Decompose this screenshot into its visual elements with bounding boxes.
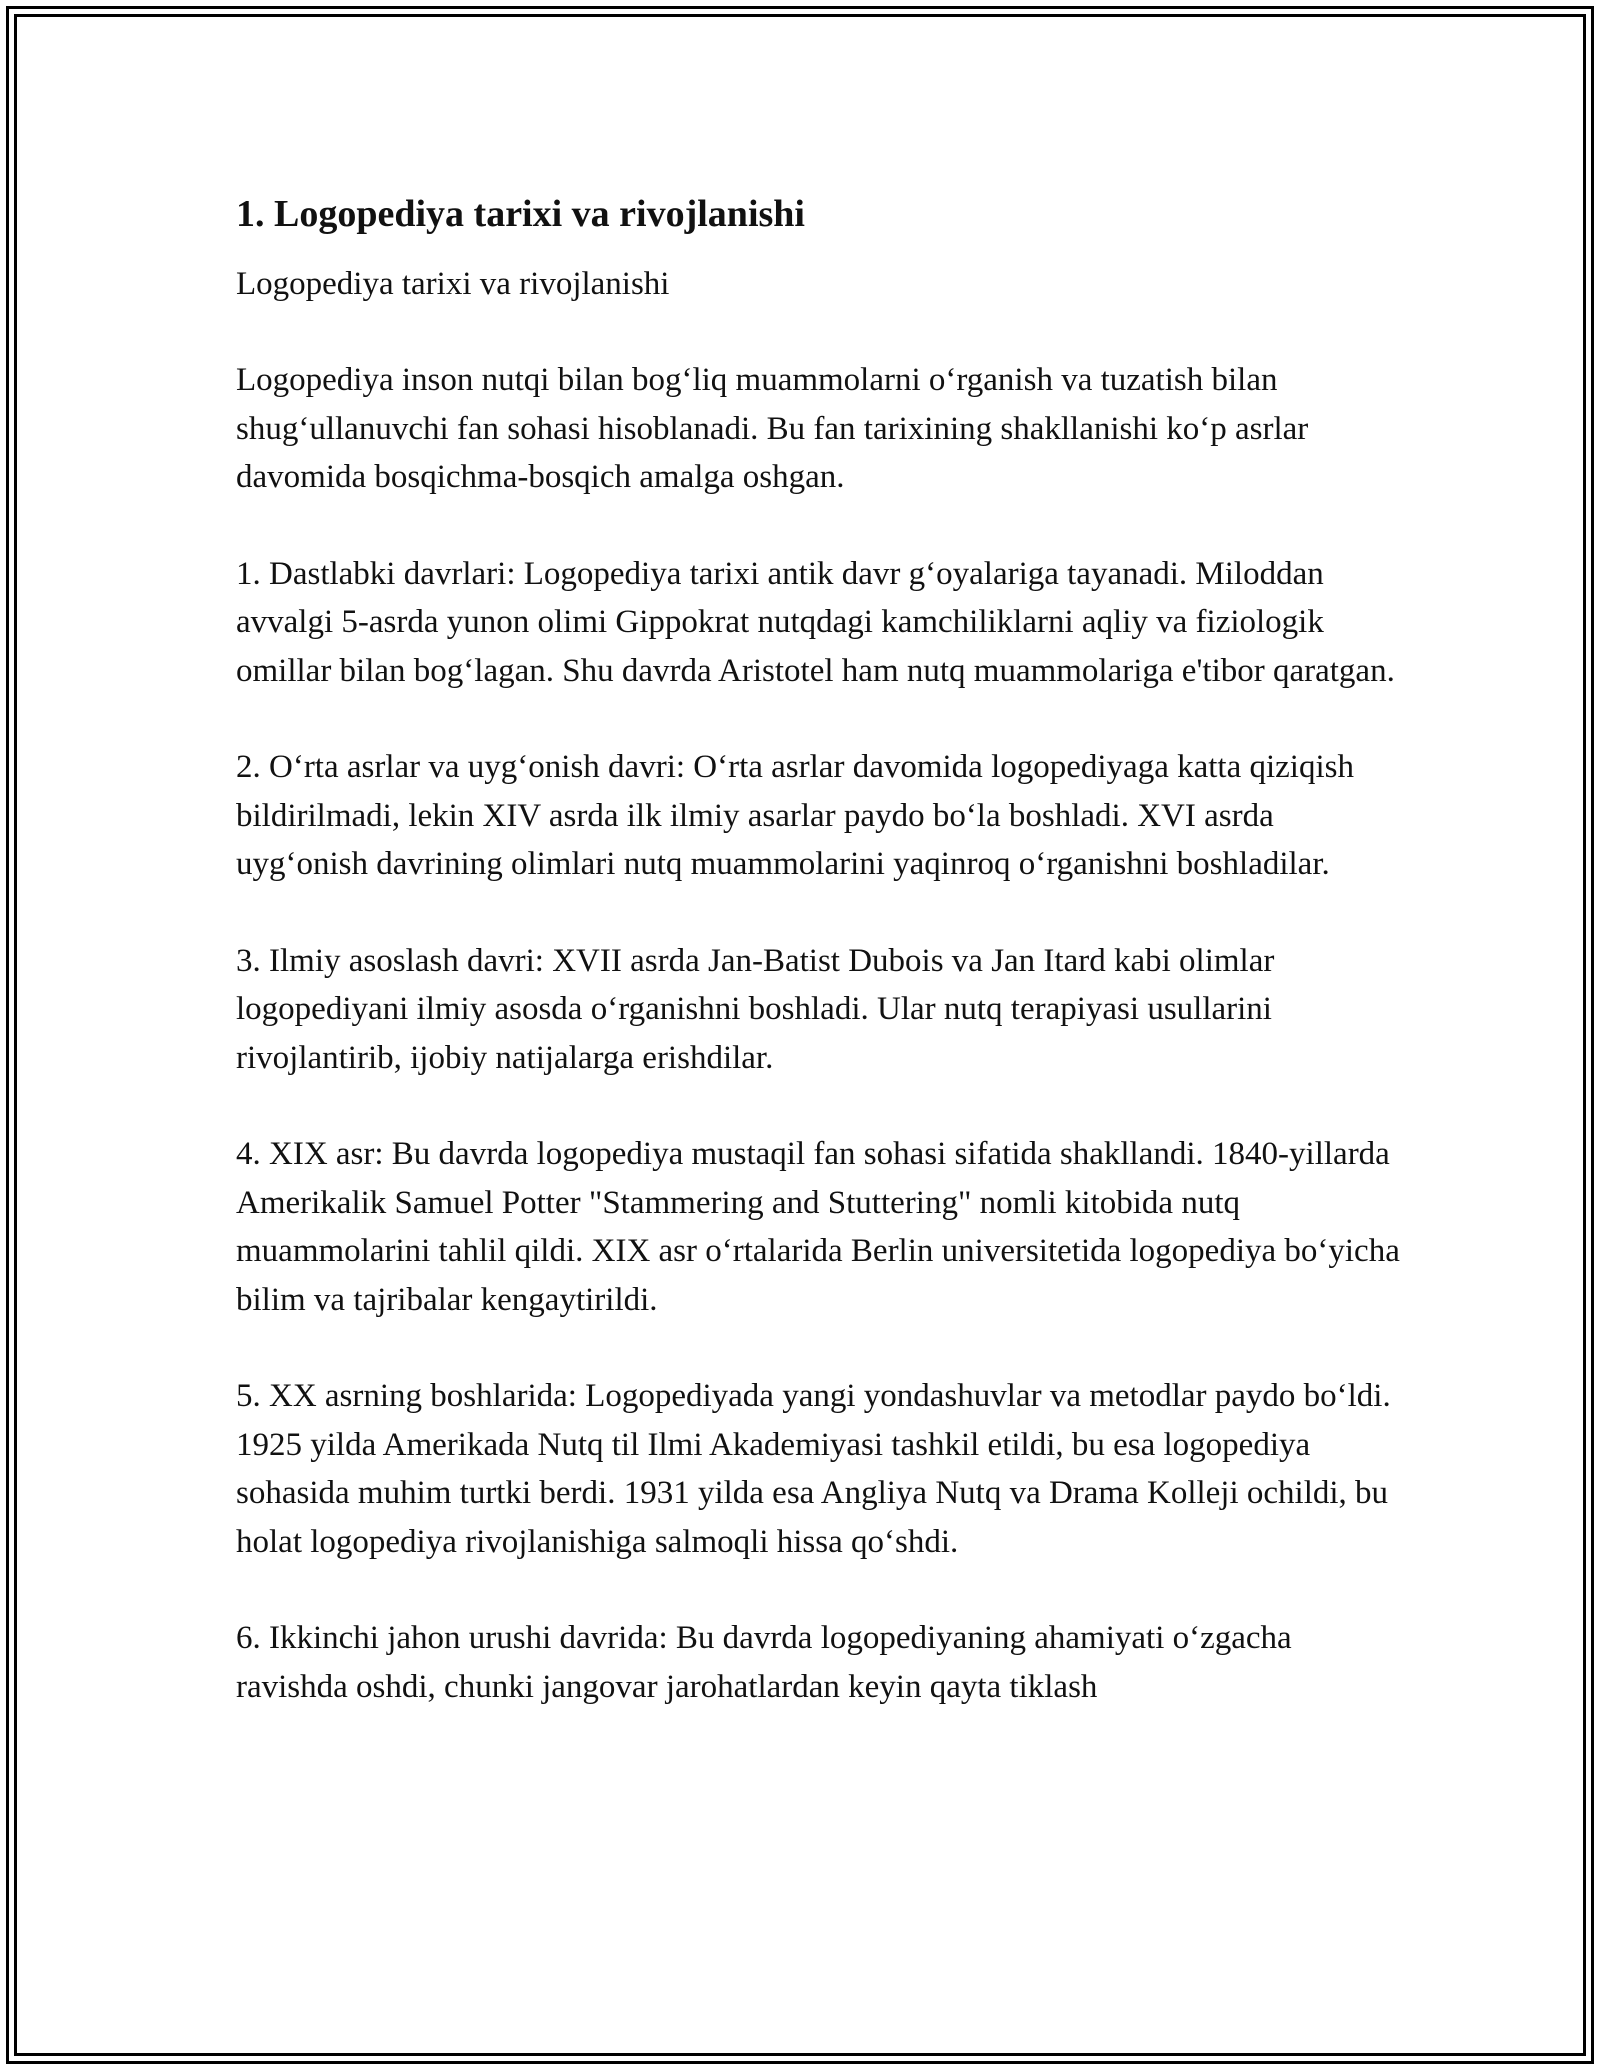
document-title: 1. Logopediya tarixi va rivojlanishi [236,193,805,235]
paragraph-middle-ages: 2. O‘rta asrlar va uyg‘onish davri: O‘rta asrlar davomida logopediyaga katta qiziqish bildirilmadi, lekin XIV asrda ilk ilmiy asarlar paydo bo‘la boshladi. XVI asrda uyg‘onish davrining olimlari nutq muammolarini yaqinroq o‘rganishni boshladilar. [236,749,1354,882]
paragraph-scientific-period: 3. Ilmiy asoslash davri: XVII asrda Jan-Batist Dubois va Jan Itard kabi olimlar logopediyani ilmiy asosda o‘rganishni boshladi. Ular nutq terapiyasi usullarini rivojlantirib, ijobiy natijalarga erishdilar. [236,942,1275,1076]
paragraph-19th-century: 4. XIX asr: Bu davrda logopediya mustaqil fan sohasi sifatida shakllandi. 1840-yillarda Amerikalik Samuel Potter "Stammering and Stuttering" nomli kitobida nutq muammolarini tahlil qildi. XIX asr o‘rtalarida Berlin universitetida logopediya bo‘yicha bilim va tajribalar kengaytirildi. [236,1136,1400,1318]
paragraph-intro: Logopediya inson nutqi bilan bog‘liq muammolarni o‘rganish va tuzatish bilan shug‘ullanuvchi fan sohasi hisoblanadi. Bu fan tarixining shakllanishi ko‘p asrlar davomida bosqichma-bosqich amalga oshgan. [236,362,1309,495]
paragraph-early-20th-century: 5. XX asrning boshlarida: Logopediyada yangi yondashuvlar va metodlar paydo bo‘ldi. 1925 yilda Amerikada Nutq til Ilmi Akademiyasi tashkil etildi, bu esa logopediya sohasida muhim turtki berdi. 1931 yilda esa Angliya Nutq va Drama Kolleji ochildi, bu holat logopediya rivojlanishiga salmoqli hissa qo‘shdi. [236,1378,1391,1560]
document-subtitle: Logopediya tarixi va rivojlanishi [236,266,670,302]
paragraph-early-period: 1. Dastlabki davrlari: Logopediya tarixi antik davr g‘oyalariga tayanadi. Miloddan avvalgi 5-asrda yunon olimi Gippokrat nutqdagi kamchiliklarni aqliy va fiziologik omillar bilan bog‘lagan. Shu davrda Aristotel ham nutq muammolariga e'tibor qaratgan. [236,555,1395,689]
paragraph-world-war-two: 6. Ikkinchi jahon urushi davrida: Bu davrda logopediyaning ahamiyati o‘zgacha ravishda oshdi, chunki jangovar jarohatlardan keyin qayta tiklash [236,1620,1292,1705]
document-body [236,188,1406,1711]
